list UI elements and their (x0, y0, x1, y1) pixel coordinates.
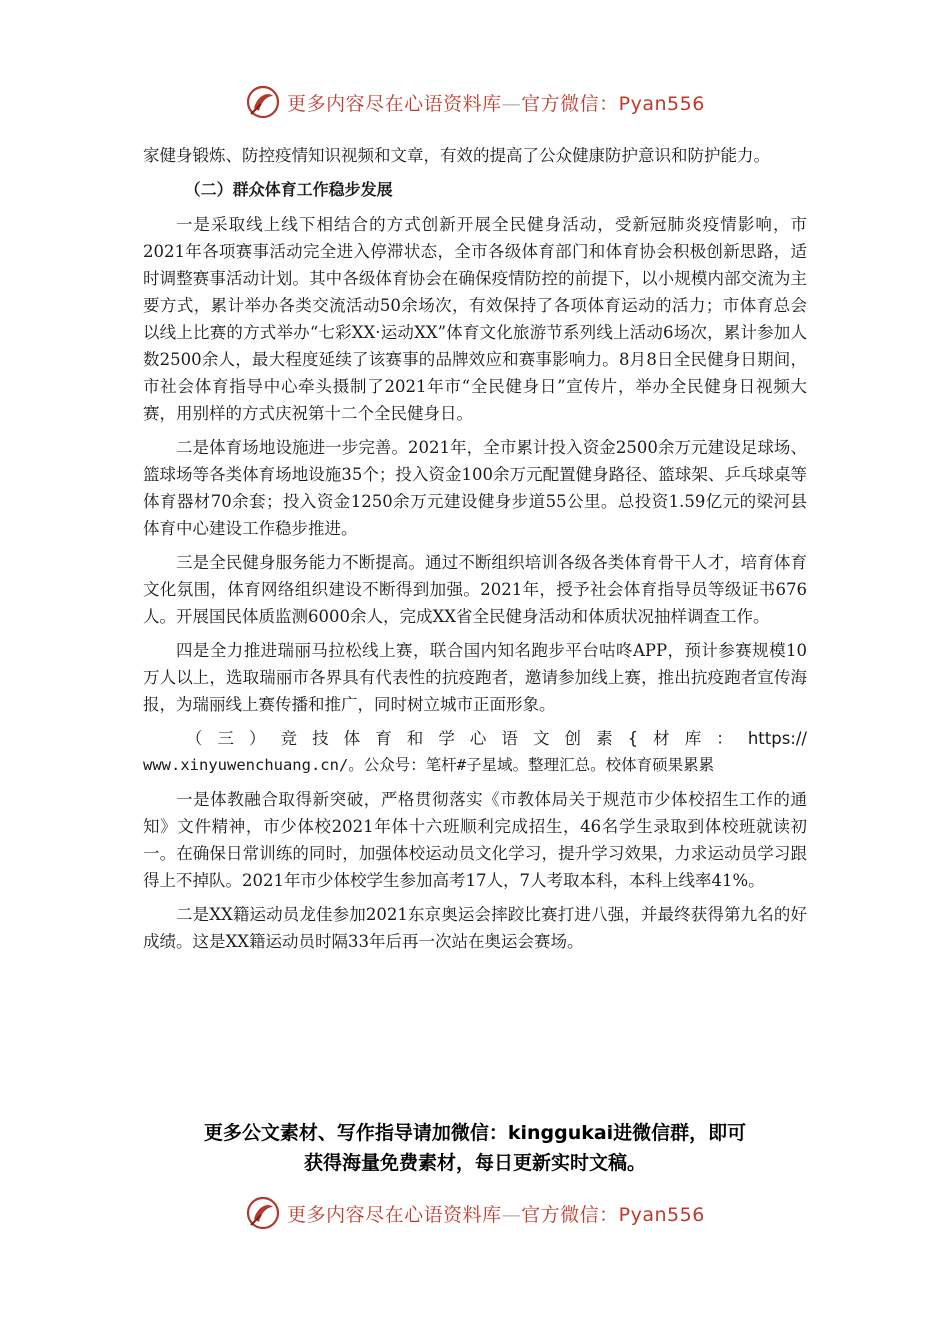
footer-note-line2: 获得海量免费素材，每日更新实时文稿。 (303, 1152, 646, 1174)
document-body (143, 142, 807, 962)
paragraph-mass-sports-4: 四是全力推进瑞丽马拉松线上赛，联合国内知名跑步平台咕咚APP，预计参赛规模10万人以上，选取瑞丽市各界具有代表性的抗疫跑者，邀请参加线上赛，推出抗疫跑者宣传海报，为瑞丽线上赛传播和推广，同时树立城市正面形象。 (143, 641, 807, 714)
paragraph-mass-sports-1: 一是采取线上线下相结合的方式创新开展全民健身活动，受新冠肺炎疫情影响，市2021年各项赛事活动完全进入停滞状态，全市各级体育部门和体育协会积极创新思路，适时调整赛事活动计划。其中各级体育协会在确保疫情防控的前提下，以小规模内部交流为主要方式，累计举办各类交流活动50余场次，有效保持了各项体育运动的活力；市体育总会以线上比赛的方式举办“七彩XX·运动XX”体育文化旅游节系列线上活动6场次，累计参加人数2500余人，最大程度延续了该赛事的品牌效应和赛事影响力。8月8日全民健身日期间，市社会体育指导中心牵头摄制了2021年市“全民健身日”宣传片，举办全民健身日视频大赛，用别样的方式庆祝第十二个全民健身日。 (143, 215, 807, 423)
brand-logo-icon (245, 1195, 281, 1231)
banner-main-text: 更多内容尽在心语资料库 (287, 92, 502, 115)
section-heading-2: （二）群众体育工作稳步发展 (184, 180, 393, 199)
paragraph-competitive-sports-2: 二是XX籍运动员龙佳参加2021东京奥运会摔跤比赛打进八强，并最终获得第九名的好成绩。这是XX籍运动员时隔33年后再一次站在奥运会赛场。 (143, 905, 807, 951)
footer-note (0, 1118, 950, 1178)
banner-wechat-text: 官方微信：Pyan556 (521, 1203, 705, 1226)
paragraph-mass-sports-3: 三是全民健身服务能力不断提高。通过不断组织培训各级各类体育骨干人才，培育体育文化氛围，体育网络组织建设不断得到加强。2021年，授予社会体育指导员等级证书676人。开展国民体质监测6000余人，完成XX省全民健身活动和体质状况抽样调查工作。 (143, 553, 807, 626)
header-banner (0, 82, 950, 122)
banner-text (287, 1200, 705, 1227)
brand-logo-icon (245, 84, 281, 120)
section-heading-3-line2: www.xinyuwenchuang.cn/。公众号：笔杆#子星域。整理汇总。校体育硕果累累 (143, 756, 715, 774)
paragraph-competitive-sports-1: 一是体教融合取得新突破，严格贯彻落实《市教体局关于规范市少体校招生工作的通知》文件精神，市少体校2021年体十六班顺利完成招生，46名学生录取到体校班就读初一。在确保日常训练的同时，加强体校运动员文化学习，提升学习效果，力求运动员学习跟得上不掉队。2021年市少体校学生参加高考17人，7人考取本科，本科上线率41%。 (143, 790, 807, 890)
banner-dash: — (501, 92, 522, 115)
footer-note-line1: 更多公文素材、写作指导请加微信：kinggukai进微信群，即可 (203, 1122, 747, 1144)
banner-main-text: 更多内容尽在心语资料库 (287, 1203, 502, 1226)
footer-banner (0, 1193, 950, 1233)
paragraph-mass-sports-2: 二是体育场地设施进一步完善。2021年，全市累计投入资金2500余万元建设足球场、篮球场等各类体育场地设施35个；投入资金100余万元配置健身路径、篮球架、乒乓球桌等体育器材70余套；投入资金1250余万元建设健身步道55公里。总投资1.59亿元的梁河县体育中心建设工作稳步推进。 (143, 438, 807, 538)
banner-text (287, 89, 705, 116)
section-heading-3-line1: （三）竞技体育和学心语文创素{材库：https:// (185, 729, 807, 748)
banner-wechat-text: 官方微信：Pyan556 (521, 92, 705, 115)
paragraph-continued: 家健身锻炼、防控疫情知识视频和文章，有效的提高了公众健康防护意识和防护能力。 (143, 146, 770, 165)
banner-dash: — (501, 1203, 522, 1226)
